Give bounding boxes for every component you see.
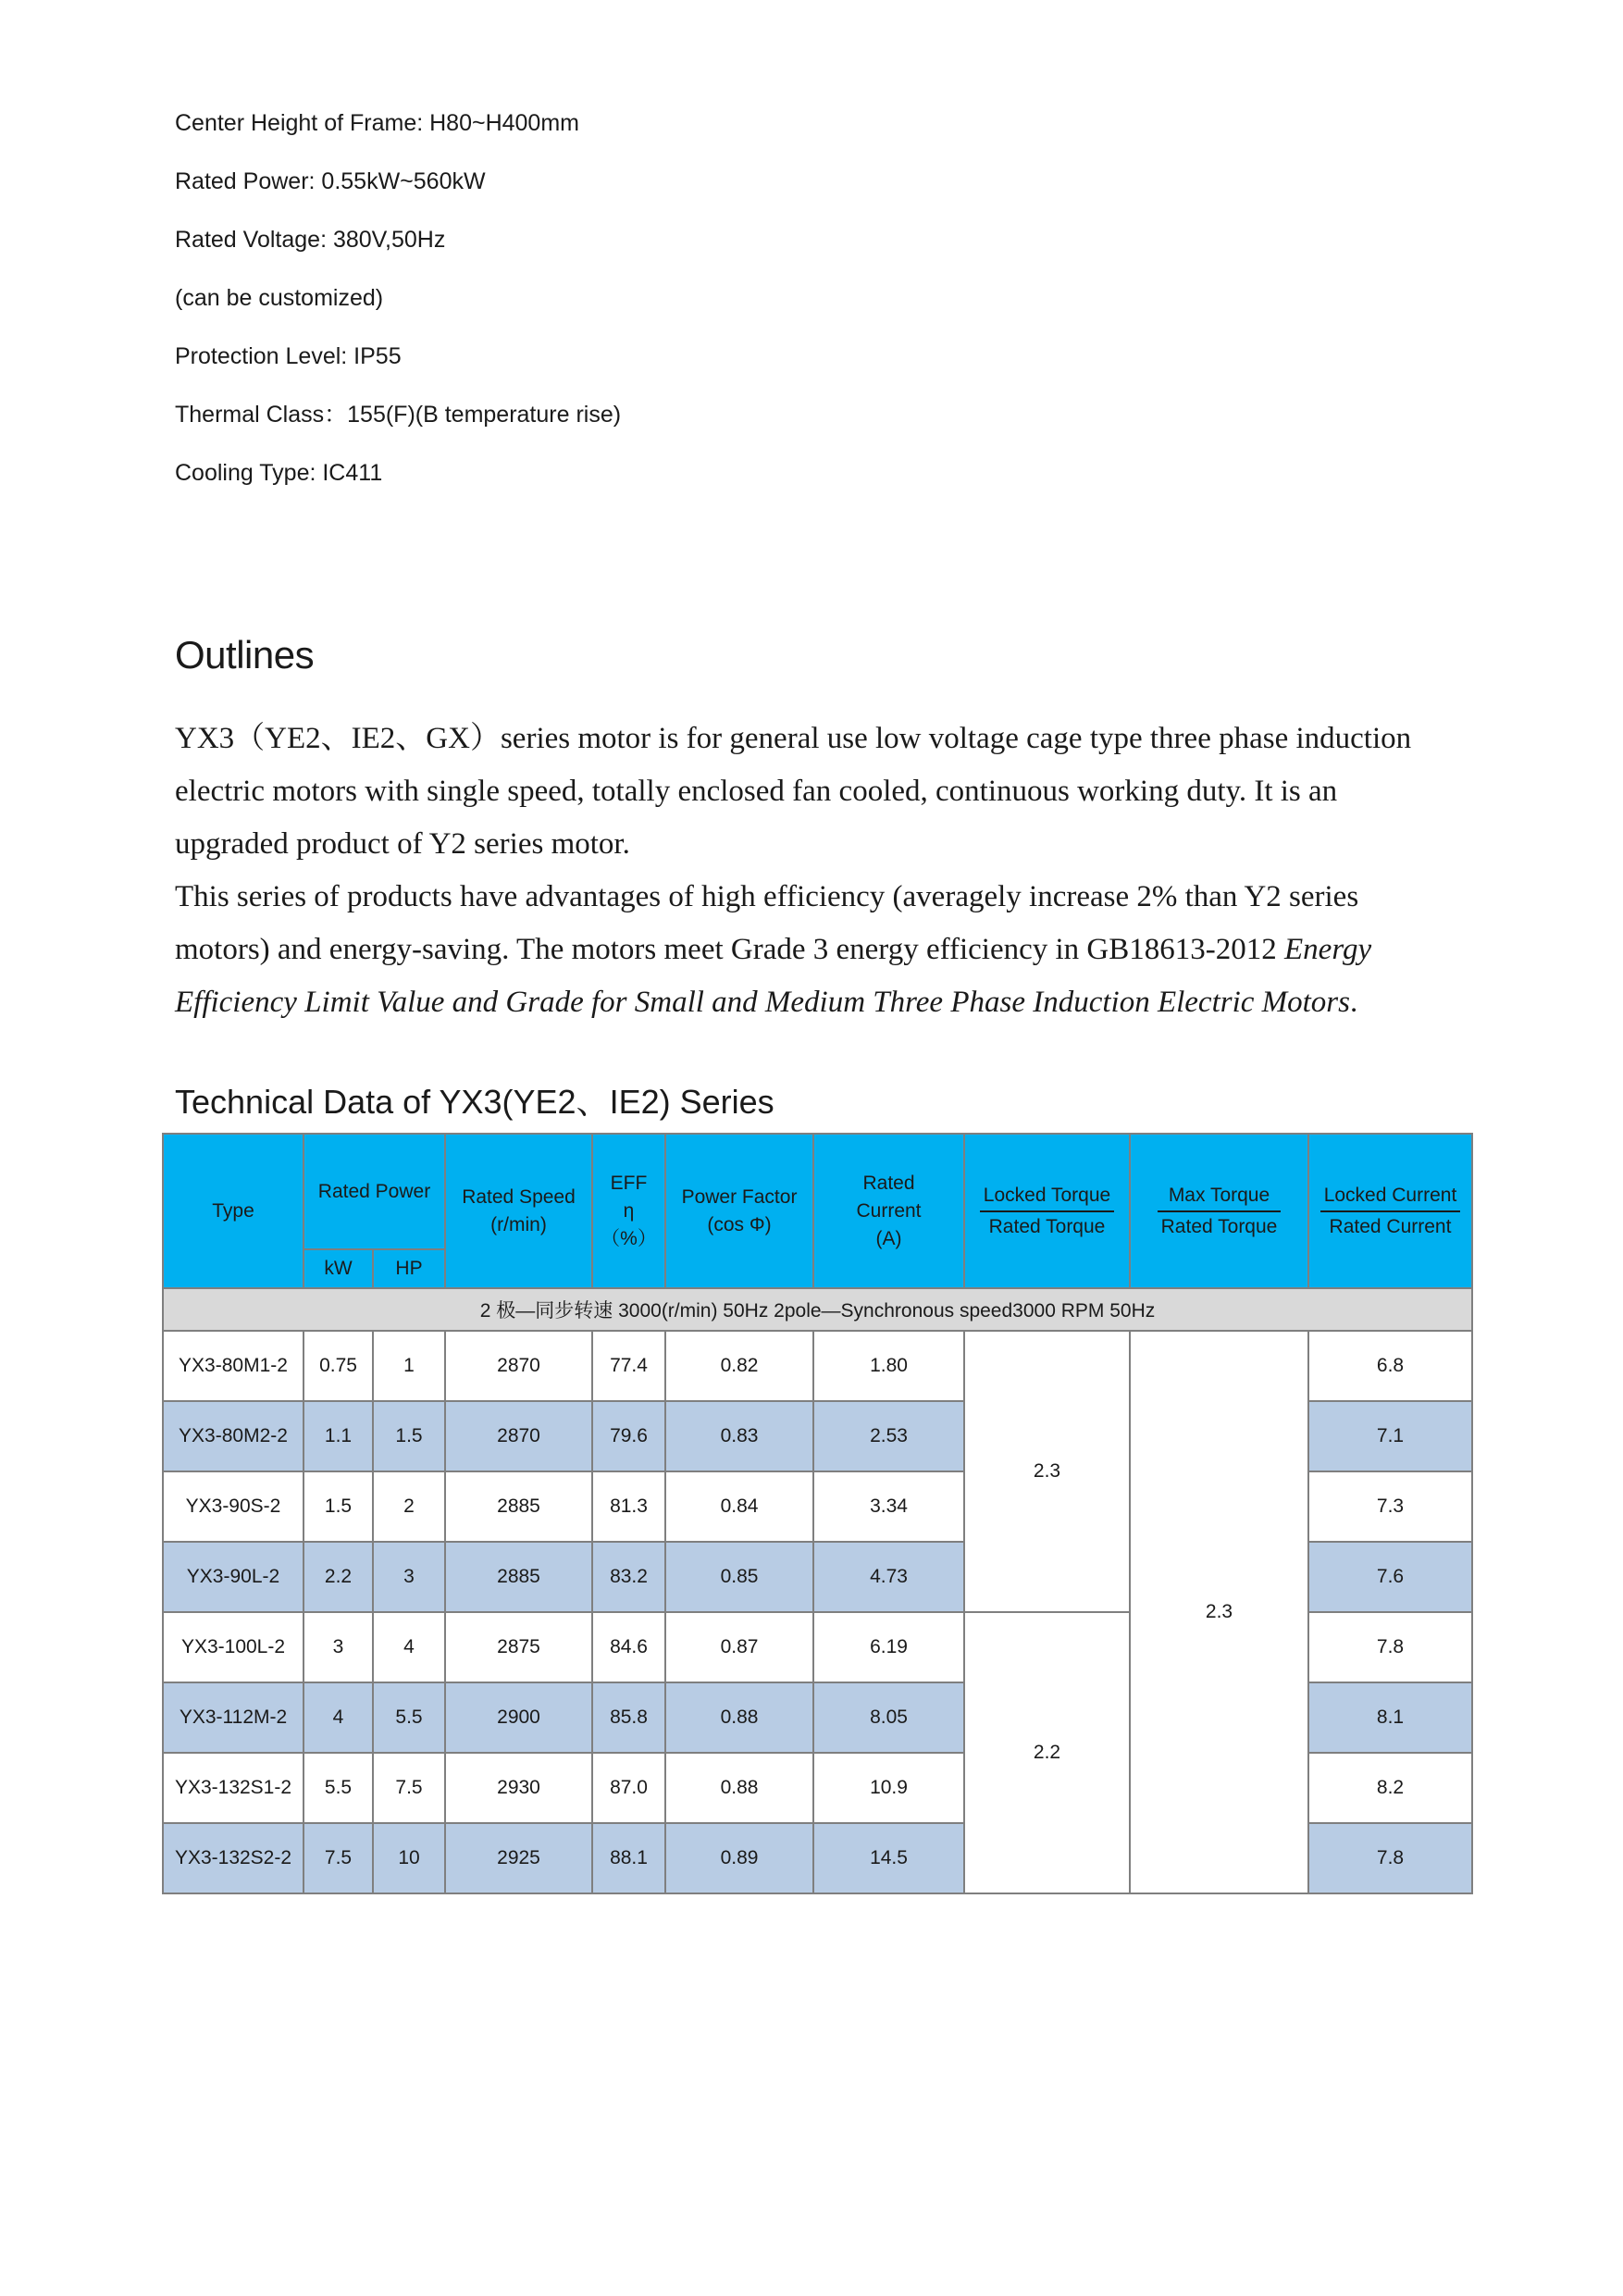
cell-speed: 2925 (445, 1823, 592, 1893)
locked-torque-numerator: Locked Torque (980, 1181, 1114, 1212)
cell-max-torque: 2.3 (1130, 1331, 1308, 1893)
spec-rated-voltage: Rated Voltage: 380V,50Hz (175, 227, 446, 253)
cell-power-factor: 0.83 (665, 1401, 813, 1471)
locked-current-numerator: Locked Current (1320, 1181, 1461, 1212)
cell-current: 8.05 (813, 1682, 964, 1753)
header-eff (592, 1134, 665, 1288)
table-title: Technical Data of YX3(YE2、IE2) Series (175, 1083, 774, 1121)
table-row (163, 1331, 1472, 1401)
outlines-paragraph-2-end: . (1349, 986, 1358, 1019)
header-rated-power: Rated Power (304, 1134, 445, 1249)
cell-type: YX3-112M-2 (163, 1682, 304, 1753)
cell-kw: 3 (304, 1612, 373, 1682)
max-torque-numerator: Max Torque (1158, 1181, 1282, 1212)
spec-cooling-type: Cooling Type: IC411 (175, 460, 383, 486)
header-eff-line3: （%） (601, 1227, 657, 1249)
locked-torque-denominator: Rated Torque (988, 1215, 1106, 1237)
cell-kw: 5.5 (304, 1753, 373, 1823)
cell-current: 1.80 (813, 1331, 964, 1401)
section-row-2pole: 2 极—同步转速 3000(r/min) 50Hz 2pole—Synchronous speed3000 RPM 50Hz (163, 1288, 1472, 1331)
locked-current-ratio (1320, 1181, 1461, 1242)
cell-eff: 85.8 (592, 1682, 665, 1753)
standard-title: Energy Efficiency Limit Value and Grade for Small and Medium Three Phase Induction Electric Motors (175, 933, 1372, 1019)
cell-hp: 10 (373, 1823, 445, 1893)
cell-speed: 2870 (445, 1401, 592, 1471)
header-power-factor (665, 1134, 813, 1288)
cell-current: 3.34 (813, 1471, 964, 1542)
spec-rated-power: Rated Power: 0.55kW~560kW (175, 168, 486, 194)
cell-locked-torque-group-2: 2.2 (964, 1612, 1130, 1893)
cell-locked-current: 7.3 (1308, 1471, 1472, 1542)
cell-type: YX3-90S-2 (163, 1471, 304, 1542)
cell-locked-current: 7.8 (1308, 1612, 1472, 1682)
cell-eff: 81.3 (592, 1471, 665, 1542)
cell-hp: 4 (373, 1612, 445, 1682)
cell-type: YX3-80M1-2 (163, 1331, 304, 1401)
cell-locked-current: 6.8 (1308, 1331, 1472, 1401)
spec-customized-note: (can be customized) (175, 285, 384, 311)
cell-kw: 2.2 (304, 1542, 373, 1612)
cell-power-factor: 0.88 (665, 1753, 813, 1823)
header-hp: HP (373, 1249, 445, 1288)
cell-current: 14.5 (813, 1823, 964, 1893)
cell-current: 2.53 (813, 1401, 964, 1471)
cell-type: YX3-132S2-2 (163, 1823, 304, 1893)
cell-kw: 1.5 (304, 1471, 373, 1542)
header-rated-current (813, 1134, 964, 1288)
cell-current: 4.73 (813, 1542, 964, 1612)
header-eff-line1: EFF (610, 1172, 648, 1194)
cell-locked-torque-group-1: 2.3 (964, 1331, 1130, 1612)
header-rated-current-line3: (A) (875, 1227, 902, 1249)
cell-current: 10.9 (813, 1753, 964, 1823)
cell-eff: 79.6 (592, 1401, 665, 1471)
max-torque-ratio (1158, 1181, 1282, 1242)
spec-protection-level: Protection Level: IP55 (175, 343, 402, 369)
cell-type: YX3-80M2-2 (163, 1401, 304, 1471)
spec-list (175, 100, 621, 508)
header-max-torque (1130, 1134, 1308, 1288)
header-locked-torque (964, 1134, 1130, 1288)
spec-frame-height: Center Height of Frame: H80~H400mm (175, 110, 579, 136)
technical-data-table (162, 1133, 1473, 1894)
cell-type: YX3-90L-2 (163, 1542, 304, 1612)
cell-locked-current: 7.8 (1308, 1823, 1472, 1893)
cell-hp: 2 (373, 1471, 445, 1542)
cell-eff: 87.0 (592, 1753, 665, 1823)
header-locked-current (1308, 1134, 1472, 1288)
cell-power-factor: 0.84 (665, 1471, 813, 1542)
outlines-paragraph-2-text: This series of products have advantages of high efficiency (averagely increase 2% than Y2 series motors) and energy-saving. The motors meet Grade 3 energy efficiency in GB18613-2012 (175, 880, 1359, 966)
header-power-factor-line1: Power Factor (681, 1185, 798, 1208)
outlines-paragraph-2 (175, 871, 1452, 1029)
cell-hp: 5.5 (373, 1682, 445, 1753)
cell-kw: 7.5 (304, 1823, 373, 1893)
header-rated-current-line1: Rated (862, 1172, 915, 1194)
outlines-body (175, 713, 1452, 1029)
cell-speed: 2870 (445, 1331, 592, 1401)
cell-speed: 2930 (445, 1753, 592, 1823)
cell-eff: 83.2 (592, 1542, 665, 1612)
cell-speed: 2885 (445, 1471, 592, 1542)
cell-locked-current: 7.6 (1308, 1542, 1472, 1612)
header-rated-current-line2: Current (856, 1199, 922, 1222)
header-type: Type (163, 1134, 304, 1288)
cell-power-factor: 0.87 (665, 1612, 813, 1682)
cell-hp: 3 (373, 1542, 445, 1612)
cell-power-factor: 0.85 (665, 1542, 813, 1612)
cell-current: 6.19 (813, 1612, 964, 1682)
outlines-heading: Outlines (175, 633, 315, 676)
locked-torque-ratio (980, 1181, 1114, 1242)
cell-speed: 2900 (445, 1682, 592, 1753)
header-rated-speed-line2: (r/min) (490, 1213, 547, 1235)
header-power-factor-line2: (cos Φ) (707, 1213, 772, 1235)
cell-eff: 77.4 (592, 1331, 665, 1401)
cell-kw: 1.1 (304, 1401, 373, 1471)
max-torque-denominator: Rated Torque (1160, 1215, 1278, 1237)
spec-thermal-class: Thermal Class：155(F)(B temperature rise) (175, 402, 622, 428)
cell-speed: 2885 (445, 1542, 592, 1612)
cell-power-factor: 0.89 (665, 1823, 813, 1893)
cell-kw: 4 (304, 1682, 373, 1753)
cell-type: YX3-132S1-2 (163, 1753, 304, 1823)
header-rated-speed (445, 1134, 592, 1288)
header-eff-line2: η (623, 1199, 635, 1222)
cell-hp: 7.5 (373, 1753, 445, 1823)
cell-power-factor: 0.82 (665, 1331, 813, 1401)
header-rated-speed-line1: Rated Speed (462, 1185, 576, 1208)
cell-locked-current: 7.1 (1308, 1401, 1472, 1471)
cell-eff: 88.1 (592, 1823, 665, 1893)
cell-type: YX3-100L-2 (163, 1612, 304, 1682)
cell-locked-current: 8.2 (1308, 1753, 1472, 1823)
locked-current-denominator: Rated Current (1329, 1215, 1452, 1237)
outlines-paragraph-1: YX3（YE2、IE2、GX）series motor is for general use low voltage cage type three phase induction electric motors with single speed, totally enclosed fan cooled, continuous working duty. It is an upgraded product of Y2 series motor. (175, 722, 1412, 861)
cell-power-factor: 0.88 (665, 1682, 813, 1753)
cell-kw: 0.75 (304, 1331, 373, 1401)
cell-locked-current: 8.1 (1308, 1682, 1472, 1753)
cell-speed: 2875 (445, 1612, 592, 1682)
cell-hp: 1 (373, 1331, 445, 1401)
cell-eff: 84.6 (592, 1612, 665, 1682)
header-kw: kW (304, 1249, 373, 1288)
cell-hp: 1.5 (373, 1401, 445, 1471)
